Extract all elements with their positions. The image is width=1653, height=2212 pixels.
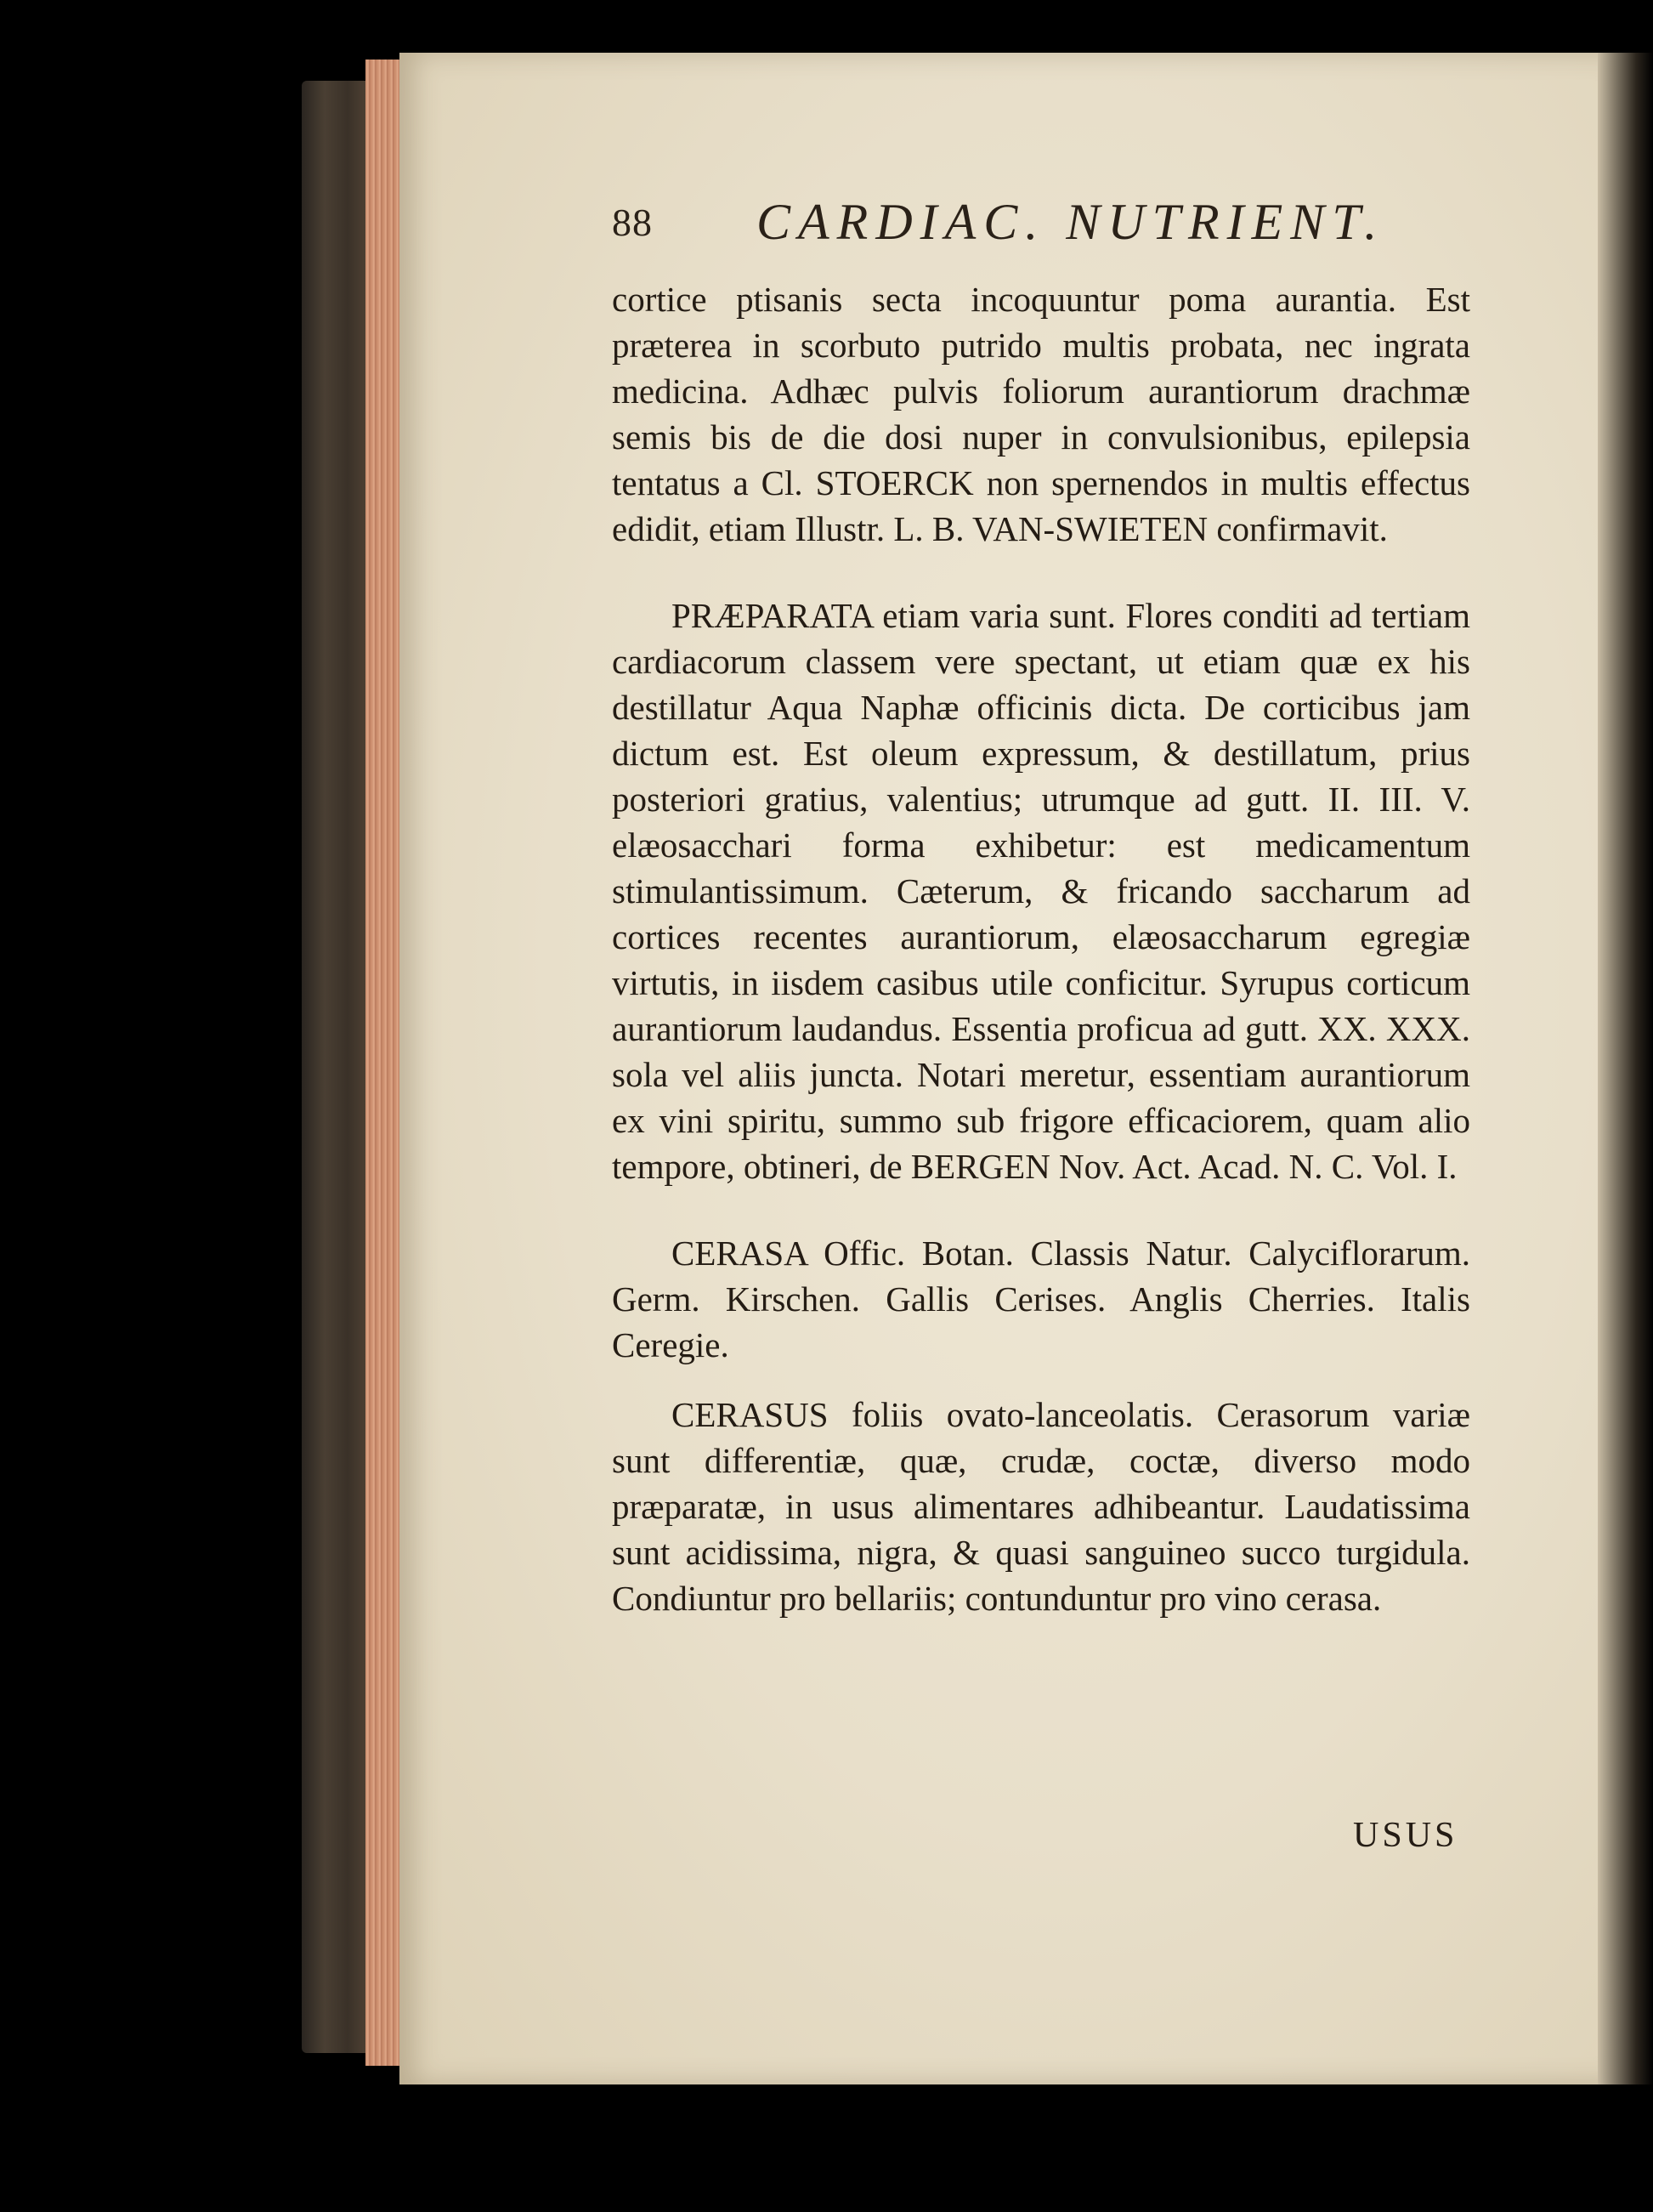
- catchword: USUS: [1353, 1816, 1458, 1855]
- page-header: [612, 194, 1462, 268]
- page-edges: [365, 60, 404, 2066]
- body-text: [612, 276, 1470, 1621]
- paragraph-cerasa-entry: CERASA Offic. Botan. Classis Natur. Calyciflorarum. Germ. Kirschen. Gallis Cerises. Anglis Cherries. Italis Ceregie.: [612, 1234, 1470, 1364]
- paragraph-cerasus: CERASUS foliis ovato-lanceolatis. Cerasorum variæ sunt differentiæ, quæ, crudæ, coctæ, diverso modo præparatæ, in usus alimentares adhibeantur. Laudatissima sunt acidissima, nigra, & quasi sanguineo succo turgidula. Condiuntur pro bellariis; contunduntur pro vino cerasa.: [612, 1395, 1470, 1618]
- paragraph-aurantia-usage: cortice ptisanis secta incoquuntur poma aurantia. Est præterea in scorbuto putrido multis probata, nec ingrata medicina. Adhæc pulvis foliorum aurantiorum drachmæ semis bis de die dosi nuper in convulsionibus, epilepsia tentatus a Cl. STOERCK non spernendos in multis effectus edidit, etiam Illustr. L. B. VAN-SWIETEN confirmavit.: [612, 280, 1470, 548]
- page-number: 88: [612, 201, 653, 244]
- paragraph-praeparata: PRÆPARATA etiam varia sunt. Flores conditi ad tertiam cardiacorum classem vere spectant, ut etiam quæ ex his destillatur Aqua Naphæ officinis dicta. De corticibus jam dictum est. Est oleum expressum, & destillatum, prius posteriori gratius, valentius; utrumque ad gutt. II. III. V. elæosacchari forma exhibetur: est medicamentum stimulantissimum. Cæterum, & fricando saccharum ad cortices recentes aurantiorum, elæosaccharum egregiæ virtutis, in iisdem casibus utile conficitur. Syrupus corticum aurantiorum laudandus. Essentia proficua ad gutt. XX. XXX. sola vel aliis juncta. Notari meretur, essentiam aurantiorum ex vini spiritu, summo sub frigore efficaciorem, quam alio tempore, obtineri, de BERGEN Nov. Act. Acad. N. C. Vol. I.: [612, 596, 1470, 1186]
- running-head: CARDIAC. NUTRIENT.: [756, 194, 1385, 250]
- facing-page-shadow: [1598, 53, 1653, 2084]
